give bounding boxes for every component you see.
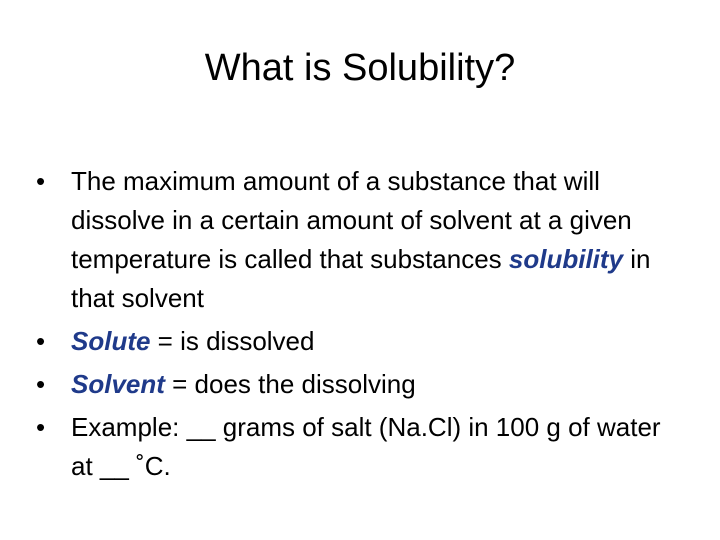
bullet-text: Example: __ grams of salt (Na.Cl) in 100 g of water at __ ˚C.: [71, 412, 661, 481]
bullet-icon: •: [36, 166, 46, 196]
key-term: Solvent: [71, 369, 165, 399]
bullet-icon: •: [36, 369, 46, 399]
bullet-item-solvent: [36, 365, 686, 404]
key-term: Solute: [71, 326, 151, 356]
bullet-item-example: [36, 408, 686, 486]
bullet-icon: •: [36, 326, 46, 356]
slide-title: What is Solubility?: [204, 47, 516, 89]
bullet-list: [36, 162, 686, 490]
bullet-text: The maximum amount of a substance that will dissolve in a certain amount of solvent at a given temperature is called that substances: [71, 166, 632, 274]
bullet-text: = does the dissolving: [164, 369, 416, 399]
key-term: solubility: [508, 244, 624, 274]
bullet-item-solute: [36, 322, 686, 361]
bullet-text: in that solvent: [71, 244, 651, 313]
bullet-text: = is dissolved: [150, 326, 315, 356]
bullet-icon: •: [36, 412, 46, 442]
bullet-item-definition: [36, 162, 686, 318]
